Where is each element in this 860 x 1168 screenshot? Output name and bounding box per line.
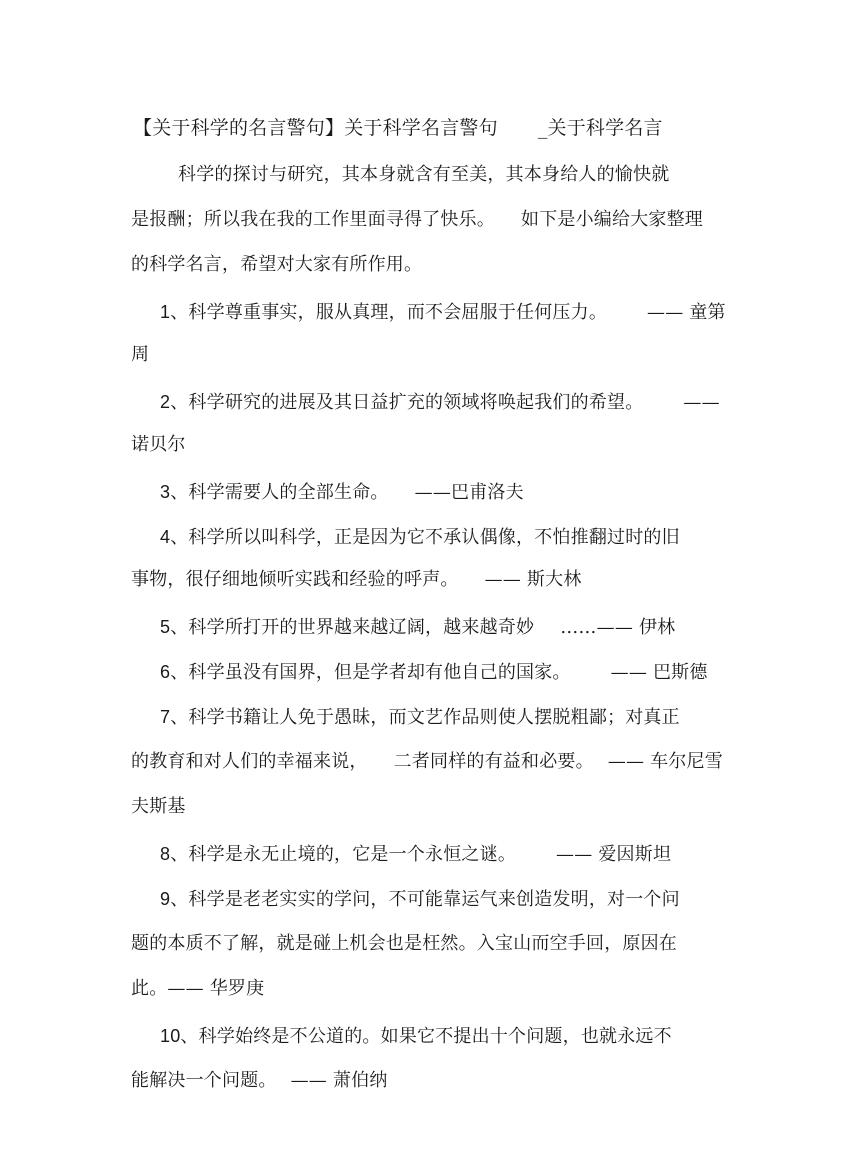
quote-10	[160, 1024, 672, 1049]
quote-3	[160, 480, 524, 505]
quote-text: 科学尊重事实，服从真理，而不会屈服于任何压力。	[188, 302, 608, 323]
quote-4	[160, 525, 680, 550]
quote-text: 科学所打开的世界越来越辽阔，越来越奇妙	[188, 617, 535, 638]
quote-2	[160, 390, 720, 415]
quote-author: —— 童第	[647, 302, 726, 323]
quote-author: ——	[683, 392, 720, 413]
quote-5	[160, 615, 675, 640]
quote-text-cont: 事物，很仔细地倾听实践和经验的呼声。	[131, 569, 459, 590]
quote-text: 科学是永无止境的，它是一个永恒之谜。	[188, 844, 517, 865]
quote-author: ——巴甫洛夫	[414, 482, 524, 503]
quote-author: —— 萧伯纳	[290, 1070, 388, 1091]
quote-number: 6、	[160, 662, 189, 682]
quote-4-cont	[131, 568, 582, 592]
quote-7-cont-3: 夫斯基	[131, 796, 186, 817]
quote-author: ……—— 伊林	[560, 617, 676, 638]
quote-text-cont: 的教育和对人们的幸福来说，	[131, 751, 368, 772]
quote-9-cont: 题的本质不了解，就是碰上机会也是枉然。入宝山而空手回，原因在	[131, 933, 677, 954]
title-main: 【关于科学的名言警句】关于科学名言警句	[133, 117, 498, 139]
quote-author: —— 爱因斯坦	[556, 844, 672, 865]
quote-text: 科学需要人的全部生命。	[188, 482, 389, 503]
quote-number: 4、	[160, 527, 189, 547]
quote-text: 科学研究的进展及其日益扩充的领域将唤起我们的希望。	[188, 392, 644, 413]
quote-6	[160, 660, 708, 685]
quote-text-cont-2: 此。	[131, 978, 168, 999]
quote-text: 科学书籍让人免于愚昧，而文艺作品则使人摆脱粗鄙；对真正	[188, 707, 680, 728]
document-title	[133, 116, 663, 140]
quote-9	[160, 887, 680, 912]
quote-text: 科学始终是不公道的。如果它不提出十个问题，也就永远不	[198, 1026, 672, 1047]
quote-number: 9、	[160, 889, 189, 909]
quote-1-cont: 周	[131, 344, 150, 365]
intro-line-2	[131, 208, 703, 232]
quote-10-cont	[131, 1069, 388, 1093]
quote-number: 5、	[160, 617, 189, 637]
intro-line-2b: 如下是小编给大家整理	[521, 209, 703, 230]
quote-text: 科学所以叫科学，正是因为它不承认偶像，不怕推翻过时的旧	[188, 527, 680, 548]
quote-number: 2、	[160, 392, 189, 412]
quote-number: 10、	[160, 1026, 199, 1046]
quote-author: —— 华罗庚	[167, 978, 265, 999]
intro-line-2a: 是报酬；所以我在我的工作里面寻得了快乐。	[131, 209, 495, 230]
quote-text: 科学是老老实实的学问，不可能靠运气来创造发明，对一个问	[188, 889, 680, 910]
quote-text-cont: 能解决一个问题。	[131, 1070, 277, 1091]
quote-author: —— 巴斯德	[610, 662, 708, 683]
quote-number: 3、	[160, 482, 189, 502]
intro-line-3: 的科学名言，希望对大家有所作用。	[131, 254, 423, 275]
quote-text-cont-2: 二者同样的有益和必要。	[393, 751, 594, 772]
quote-text: 科学虽没有国界，但是学者却有他自己的国家。	[188, 662, 571, 683]
quote-number: 8、	[160, 844, 189, 864]
quote-number: 7、	[160, 707, 189, 727]
quote-9-cont-2	[131, 977, 264, 1001]
quote-7-cont	[131, 750, 723, 774]
quote-author: —— 车尔尼雪	[607, 751, 723, 772]
title-suffix: _关于科学名言	[537, 117, 663, 139]
intro-line-1: 科学的探讨与研究，其本身就含有至美，其本身给人的愉快就	[178, 164, 670, 185]
quote-author: —— 斯大林	[484, 569, 582, 590]
quote-8	[160, 842, 671, 867]
quote-1	[160, 300, 726, 325]
quote-7	[160, 705, 680, 730]
quote-2-cont: 诺贝尔	[131, 434, 186, 455]
quote-number: 1、	[160, 302, 189, 322]
